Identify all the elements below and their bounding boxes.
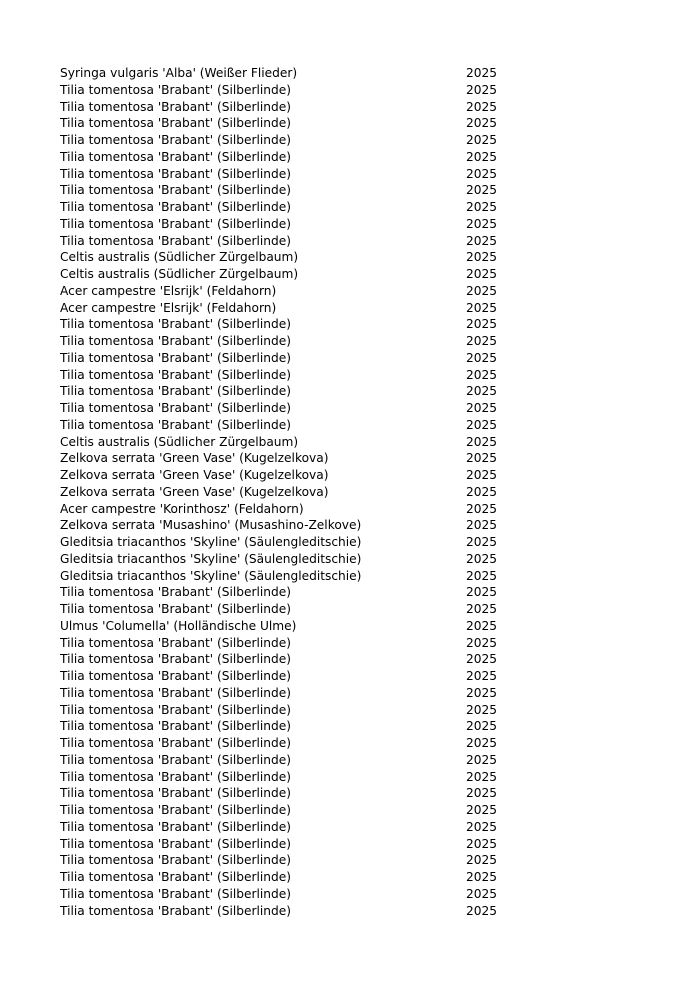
planting-year: 2025 xyxy=(466,434,498,449)
planting-year: 2025 xyxy=(466,786,498,801)
tree-name: Gleditsia triacanthos 'Skyline' (Säulengleditschie) xyxy=(60,551,362,566)
list-row xyxy=(60,752,520,769)
tree-name: Tilia tomentosa 'Brabant' (Silberlinde) xyxy=(60,886,291,901)
list-row xyxy=(60,82,520,99)
tree-name: Tilia tomentosa 'Brabant' (Silberlinde) xyxy=(60,133,291,147)
tree-name: Tilia tomentosa 'Brabant' (Silberlinde) xyxy=(60,752,291,767)
planting-year: 2025 xyxy=(466,300,498,315)
tree-name: Acer campestre 'Elsrijk' (Feldahorn) xyxy=(60,300,277,315)
list-row xyxy=(60,735,520,752)
list-row xyxy=(60,333,520,350)
planting-year: 2025 xyxy=(466,769,498,784)
planting-year: 2025 xyxy=(466,317,498,332)
planting-year: 2025 xyxy=(466,283,498,298)
planting-year: 2025 xyxy=(466,166,498,181)
list-row xyxy=(60,149,520,166)
list-row xyxy=(60,785,520,802)
tree-name: Tilia tomentosa 'Brabant' (Silberlinde) xyxy=(60,367,291,382)
list-row xyxy=(60,115,520,132)
list-row xyxy=(60,836,520,853)
list-row xyxy=(60,199,520,216)
tree-name: Tilia tomentosa 'Brabant' (Silberlinde) xyxy=(60,334,291,348)
list-row xyxy=(60,166,520,183)
tree-name: Tilia tomentosa 'Brabant' (Silberlinde) xyxy=(60,786,291,801)
planting-year: 2025 xyxy=(466,551,498,566)
planting-year: 2025 xyxy=(466,752,498,767)
planting-year: 2025 xyxy=(466,216,498,231)
list-row xyxy=(60,249,520,266)
list-row xyxy=(60,65,520,82)
list-row xyxy=(60,132,520,149)
tree-name: Zelkova serrata 'Green Vase' (Kugelzelkova) xyxy=(60,451,329,466)
list-row xyxy=(60,484,520,501)
tree-name: Tilia tomentosa 'Brabant' (Silberlinde) xyxy=(60,853,291,868)
tree-name: Tilia tomentosa 'Brabant' (Silberlinde) xyxy=(60,401,291,415)
list-row xyxy=(60,216,520,233)
list-row xyxy=(60,316,520,333)
tree-name: Tilia tomentosa 'Brabant' (Silberlinde) xyxy=(60,819,291,834)
planting-year: 2025 xyxy=(466,451,498,466)
tree-name: Tilia tomentosa 'Brabant' (Silberlinde) xyxy=(60,149,291,164)
tree-name: Tilia tomentosa 'Brabant' (Silberlinde) xyxy=(60,652,291,667)
planting-year: 2025 xyxy=(466,183,498,198)
planting-year: 2025 xyxy=(466,853,498,868)
tree-name: Tilia tomentosa 'Brabant' (Silberlinde) xyxy=(60,903,291,918)
planting-year: 2025 xyxy=(466,652,498,667)
planting-year: 2025 xyxy=(466,736,498,750)
tree-name: Celtis australis (Südlicher Zürgelbaum) xyxy=(60,250,299,265)
tree-name: Tilia tomentosa 'Brabant' (Silberlinde) xyxy=(60,719,291,734)
planting-year: 2025 xyxy=(466,602,498,616)
planting-year: 2025 xyxy=(466,669,498,683)
tree-name: Tilia tomentosa 'Brabant' (Silberlinde) xyxy=(60,350,291,365)
list-row xyxy=(60,635,520,652)
list-row xyxy=(60,601,520,618)
list-row xyxy=(60,517,520,534)
tree-name: Tilia tomentosa 'Brabant' (Silberlinde) xyxy=(60,669,291,683)
planting-year: 2025 xyxy=(466,250,498,265)
tree-name: Tilia tomentosa 'Brabant' (Silberlinde) xyxy=(60,736,291,750)
tree-name: Tilia tomentosa 'Brabant' (Silberlinde) xyxy=(60,585,291,600)
planting-year: 2025 xyxy=(466,585,498,600)
list-row xyxy=(60,852,520,869)
tree-name: Celtis australis (Südlicher Zürgelbaum) xyxy=(60,434,299,449)
planting-year: 2025 xyxy=(466,99,498,114)
tree-name: Tilia tomentosa 'Brabant' (Silberlinde) xyxy=(60,635,291,650)
planting-year: 2025 xyxy=(466,200,498,214)
planting-year: 2025 xyxy=(466,568,498,583)
tree-name: Gleditsia triacanthos 'Skyline' (Säulengleditschie) xyxy=(60,568,362,583)
tree-name: Tilia tomentosa 'Brabant' (Silberlinde) xyxy=(60,836,291,851)
planting-year: 2025 xyxy=(466,886,498,901)
list-row xyxy=(60,434,520,451)
planting-year: 2025 xyxy=(466,702,498,717)
tree-name: Tilia tomentosa 'Brabant' (Silberlinde) xyxy=(60,82,291,97)
tree-name: Tilia tomentosa 'Brabant' (Silberlinde) xyxy=(60,769,291,784)
list-row xyxy=(60,182,520,199)
list-row xyxy=(60,869,520,886)
list-row xyxy=(60,300,520,317)
tree-name: Tilia tomentosa 'Brabant' (Silberlinde) xyxy=(60,99,291,114)
list-row xyxy=(60,668,520,685)
list-row xyxy=(60,584,520,601)
tree-name: Tilia tomentosa 'Brabant' (Silberlinde) xyxy=(60,803,291,817)
planting-year: 2025 xyxy=(466,233,498,248)
planting-year: 2025 xyxy=(466,334,498,348)
planting-year: 2025 xyxy=(466,903,498,918)
tree-name: Tilia tomentosa 'Brabant' (Silberlinde) xyxy=(60,870,291,884)
tree-name: Tilia tomentosa 'Brabant' (Silberlinde) xyxy=(60,116,291,131)
list-row xyxy=(60,467,520,484)
planting-year: 2025 xyxy=(466,618,498,633)
tree-name: Tilia tomentosa 'Brabant' (Silberlinde) xyxy=(60,685,291,700)
planting-year: 2025 xyxy=(466,133,498,147)
list-row xyxy=(60,618,520,635)
planting-year: 2025 xyxy=(466,66,498,80)
planting-year: 2025 xyxy=(466,468,498,482)
list-row xyxy=(60,718,520,735)
planting-year: 2025 xyxy=(466,384,498,399)
tree-name: Gleditsia triacanthos 'Skyline' (Säulengleditschie) xyxy=(60,535,362,549)
tree-name: Tilia tomentosa 'Brabant' (Silberlinde) xyxy=(60,602,291,616)
tree-list xyxy=(60,65,520,919)
tree-name: Zelkova serrata 'Green Vase' (Kugelzelkova) xyxy=(60,468,329,482)
tree-name: Tilia tomentosa 'Brabant' (Silberlinde) xyxy=(60,183,291,198)
list-row xyxy=(60,802,520,819)
list-row xyxy=(60,383,520,400)
tree-name: Acer campestre 'Elsrijk' (Feldahorn) xyxy=(60,283,277,298)
list-row xyxy=(60,283,520,300)
list-row xyxy=(60,819,520,836)
planting-year: 2025 xyxy=(466,518,498,533)
tree-name: Acer campestre 'Korinthosz' (Feldahorn) xyxy=(60,501,304,516)
list-row xyxy=(60,903,520,920)
tree-name: Tilia tomentosa 'Brabant' (Silberlinde) xyxy=(60,702,291,717)
planting-year: 2025 xyxy=(466,82,498,97)
list-row xyxy=(60,350,520,367)
planting-year: 2025 xyxy=(466,501,498,516)
tree-name: Tilia tomentosa 'Brabant' (Silberlinde) xyxy=(60,233,291,248)
planting-year: 2025 xyxy=(466,401,498,415)
list-row xyxy=(60,685,520,702)
tree-name: Syringa vulgaris 'Alba' (Weißer Flieder) xyxy=(60,66,298,80)
list-row xyxy=(60,551,520,568)
list-row xyxy=(60,233,520,250)
list-row xyxy=(60,769,520,786)
planting-year: 2025 xyxy=(466,803,498,817)
list-row xyxy=(60,501,520,518)
planting-year: 2025 xyxy=(466,267,498,281)
planting-year: 2025 xyxy=(466,417,498,432)
list-row xyxy=(60,534,520,551)
tree-name: Tilia tomentosa 'Brabant' (Silberlinde) xyxy=(60,384,291,399)
planting-year: 2025 xyxy=(466,535,498,549)
planting-year: 2025 xyxy=(466,685,498,700)
tree-name: Celtis australis (Südlicher Zürgelbaum) xyxy=(60,267,299,281)
tree-name: Zelkova serrata 'Green Vase' (Kugelzelkova) xyxy=(60,484,329,499)
tree-name: Tilia tomentosa 'Brabant' (Silberlinde) xyxy=(60,417,291,432)
planting-year: 2025 xyxy=(466,635,498,650)
list-row xyxy=(60,367,520,384)
tree-name: Zelkova serrata 'Musashino' (Musashino-Zelkove) xyxy=(60,518,362,533)
planting-year: 2025 xyxy=(466,484,498,499)
list-row xyxy=(60,400,520,417)
list-row xyxy=(60,568,520,585)
tree-name: Tilia tomentosa 'Brabant' (Silberlinde) xyxy=(60,216,291,231)
tree-name: Ulmus 'Columella' (Holländische Ulme) xyxy=(60,618,297,633)
list-row xyxy=(60,886,520,903)
planting-year: 2025 xyxy=(466,819,498,834)
tree-name: Tilia tomentosa 'Brabant' (Silberlinde) xyxy=(60,166,291,181)
tree-name: Tilia tomentosa 'Brabant' (Silberlinde) xyxy=(60,200,291,214)
list-row xyxy=(60,702,520,719)
tree-name: Tilia tomentosa 'Brabant' (Silberlinde) xyxy=(60,317,291,332)
list-row xyxy=(60,417,520,434)
list-row xyxy=(60,266,520,283)
planting-year: 2025 xyxy=(466,149,498,164)
planting-year: 2025 xyxy=(466,870,498,884)
planting-year: 2025 xyxy=(466,719,498,734)
planting-year: 2025 xyxy=(466,116,498,131)
planting-year: 2025 xyxy=(466,350,498,365)
planting-year: 2025 xyxy=(466,367,498,382)
planting-year: 2025 xyxy=(466,836,498,851)
list-row xyxy=(60,450,520,467)
list-row xyxy=(60,651,520,668)
list-row xyxy=(60,99,520,116)
